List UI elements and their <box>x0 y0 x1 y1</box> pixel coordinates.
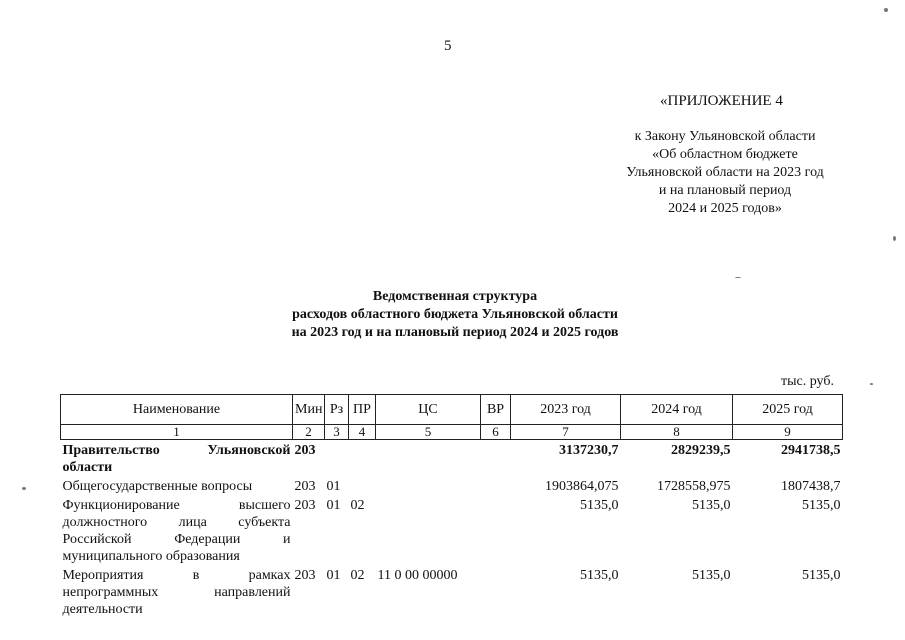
column-number: 3 <box>325 425 349 440</box>
scan-speck <box>870 383 873 385</box>
cell-pr <box>349 440 376 477</box>
cell-min: 203 <box>294 443 316 458</box>
column-header: 2023 год <box>511 395 621 425</box>
cell-rz: 01 <box>326 498 341 513</box>
cell-2025: 5135,0 <box>802 568 841 583</box>
cell-min: 203 <box>294 568 316 583</box>
appendix-reference <box>600 128 850 218</box>
cell-2024: 1728558,975 <box>657 479 731 494</box>
cell-pr: 02 <box>350 568 365 583</box>
scan-speck <box>884 8 888 12</box>
column-number: 2 <box>293 425 325 440</box>
cell-pr: 02 <box>350 498 365 513</box>
table-row <box>61 440 843 477</box>
table-row <box>61 565 843 618</box>
scan-speck <box>735 277 741 278</box>
cell-2025: 5135,0 <box>802 498 841 513</box>
cell-2025: 1807438,7 <box>781 479 841 494</box>
row-name: Общегосударственные вопросы <box>62 479 253 494</box>
row-name: Правительство Ульяновской области <box>62 443 291 475</box>
cell-2023: 1903864,075 <box>545 479 619 494</box>
column-number: 9 <box>733 425 843 440</box>
column-number: 8 <box>621 425 733 440</box>
budget-table <box>60 394 843 618</box>
cell-vr <box>481 440 511 477</box>
units-label: тыс. руб. <box>781 374 834 389</box>
table-row <box>61 495 843 565</box>
column-number: 5 <box>376 425 481 440</box>
column-header: ПР <box>349 395 376 425</box>
column-number: 1 <box>61 425 293 440</box>
document-title-line: Ведомственная структура <box>372 289 538 304</box>
cell-2025: 2941738,5 <box>781 443 841 458</box>
cell-pr <box>349 476 376 495</box>
document-title-line: расходов областного бюджета Ульяновской области <box>292 307 618 322</box>
cell-rz <box>325 440 349 477</box>
cell-vr <box>481 495 511 565</box>
page-number: 5 <box>444 38 452 54</box>
cell-2023: 3137230,7 <box>559 443 619 458</box>
appendix-ref-line: 2024 и 2025 годов» <box>668 201 782 216</box>
cell-2023: 5135,0 <box>580 498 619 513</box>
scan-speck <box>22 487 26 490</box>
appendix-ref-line: «Об областном бюджете <box>652 147 798 162</box>
table-header-row <box>61 395 843 425</box>
cell-cs <box>376 476 481 495</box>
cell-cs: 11 0 00 00000 <box>377 568 458 583</box>
column-header: 2025 год <box>733 395 843 425</box>
cell-cs <box>376 495 481 565</box>
appendix-ref-line: и на плановый период <box>658 183 792 198</box>
cell-cs <box>376 440 481 477</box>
row-name: Мероприятия в рамках непрограммных направлений деятельности <box>62 568 291 617</box>
appendix-ref-line: к Закону Ульяновской области <box>634 129 816 144</box>
column-header: 2024 год <box>621 395 733 425</box>
column-number: 7 <box>511 425 621 440</box>
row-name: Функционирование высшего должностного лица субъекта Российской Федерации и муниципального образования <box>62 498 291 564</box>
column-header: Мин <box>293 395 325 425</box>
cell-vr <box>481 476 511 495</box>
cell-rz: 01 <box>326 479 341 494</box>
cell-2024: 2829239,5 <box>671 443 731 458</box>
scan-speck <box>893 236 896 241</box>
cell-rz: 01 <box>326 568 341 583</box>
document-title <box>210 288 700 342</box>
cell-2023: 5135,0 <box>580 568 619 583</box>
cell-vr <box>481 565 511 618</box>
column-header: ВР <box>481 395 511 425</box>
cell-2024: 5135,0 <box>692 568 731 583</box>
column-number-row <box>61 425 843 440</box>
table-row <box>61 476 843 495</box>
cell-min: 203 <box>294 498 316 513</box>
appendix-title: «ПРИЛОЖЕНИЕ 4 <box>660 93 783 109</box>
appendix-ref-line: Ульяновской области на 2023 год <box>626 165 824 180</box>
column-header: ЦС <box>376 395 481 425</box>
cell-2024: 5135,0 <box>692 498 731 513</box>
cell-min: 203 <box>294 479 316 494</box>
column-header: Наименование <box>61 395 293 425</box>
column-header: Рз <box>325 395 349 425</box>
column-number: 4 <box>349 425 376 440</box>
document-title-line: на 2023 год и на плановый период 2024 и 2025 годов <box>291 325 619 340</box>
column-number: 6 <box>481 425 511 440</box>
